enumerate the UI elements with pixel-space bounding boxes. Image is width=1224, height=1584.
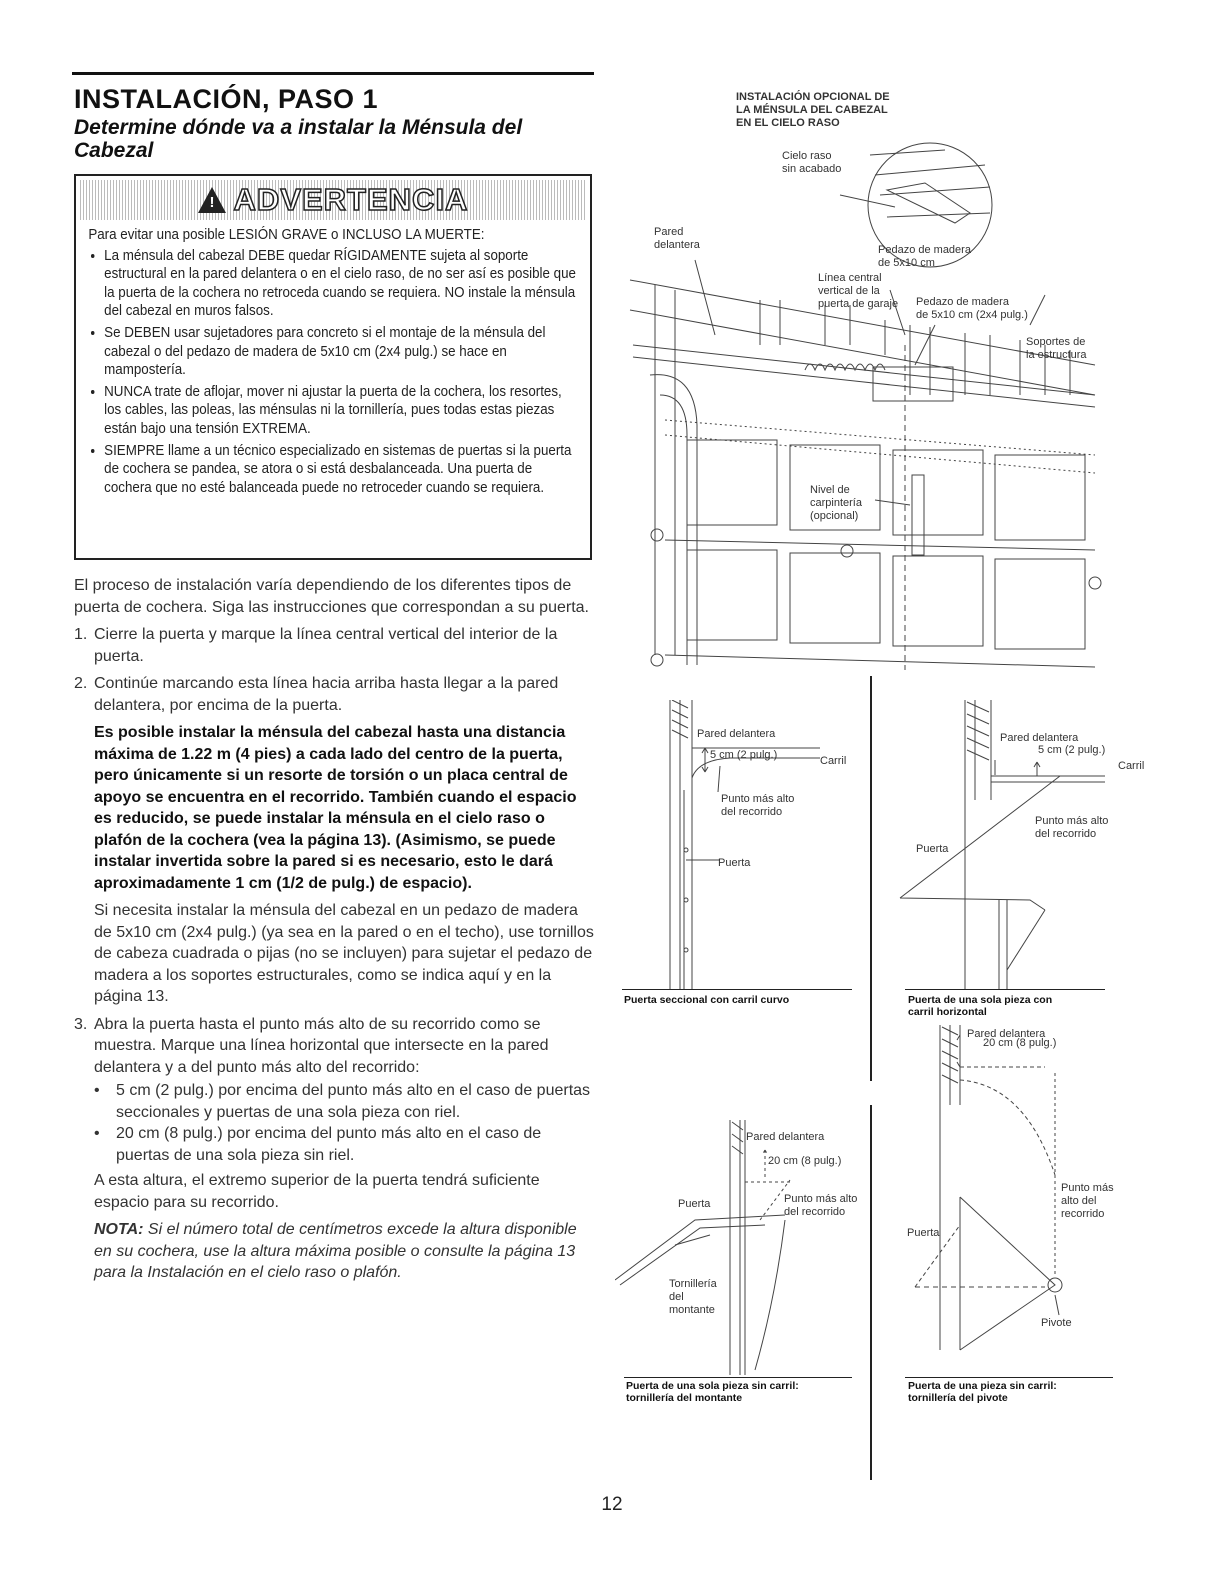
bullet-b: • 20 cm (8 pulg.) por encima del punto más alto en el caso de puertas de una sola pieza sin riel.	[94, 1125, 542, 1164]
bullet-a: • 5 cm (2 pulg.) por encima del punto más alto en el caso de puertas seccionales y puertas de una sola pieza con riel.	[94, 1082, 591, 1121]
label-nivel: Nivel de carpintería (opcional)	[810, 484, 862, 522]
warning-list	[88, 247, 581, 498]
fig2-carril: Carril	[1118, 760, 1145, 772]
page-subtitle: Determine dónde va a instalar la Ménsula del Cabezal	[74, 116, 523, 162]
fig3-dim: 20 cm (8 pulg.)	[768, 1155, 842, 1167]
page-number: 12	[601, 1494, 623, 1515]
step-2-extra: Si necesita instalar la ménsula del cabezal en un pedazo de madera de 5x10 cm (2x4 pulg.) (ya sea en la pared o en el techo), use tornillos de cabeza cuadrada o pijas (no se incluyen) para sujetar el pedazo de madera a los soportes estructurales, como se indica aquí y en la página 13.	[94, 902, 594, 1005]
fig2-pared: Pared delantera	[1000, 732, 1079, 744]
fig4-caption: Puerta de una pieza sin carril: tornillería del pivote	[908, 1380, 1057, 1404]
fig3-pared: Pared delantera	[746, 1131, 825, 1143]
step-3-extra: A esta altura, el extremo superior de la puerta tendrá suficiente espacio para su recorrido.	[94, 1172, 540, 1211]
warning-item: • La ménsula del cabezal DEBE quedar RÍGIDAMENTE sujeta al soporte estructural en la pared delantera o en el cielo raso, de no ser así es posible que la puerta de la cochera no retroceda cuando se requiera. NO instale la ménsula del cabezal en muros falsos.	[104, 247, 581, 321]
warning-item: • SIEMPRE llame a un técnico especializado en sistemas de puertas si la puerta de cochera se pandea, se atora o si está desbalanceada. Una puerta de cochera que no esté balanceada puede no retroceder cuando se requiera.	[104, 442, 581, 498]
warning-text	[76, 224, 592, 497]
fig3-punto: Punto más alto del recorrido	[784, 1193, 858, 1218]
fig-sectional-curved-track	[620, 700, 860, 1000]
fig3-torn: Tornillería del montante	[669, 1278, 717, 1316]
body-text	[74, 575, 594, 1290]
step-2: 2. Continúe marcando esta línea hacia arriba hasta llegar a la pared delantera, por encima de la puerta. Es posible instalar la ménsula del cabezal hasta una distancia máxima de 1.22 m (4 pies) a cada lado del centro de la puerta, pero únicamente si un resorte de torsión o un placa central de apoyo se encuentra en el recorrido. También cuando el espacio es reducido, se puede instalar la ménsula en el cielo raso o plafón de la cochera (vea la página 13). (Asimismo, se puede instalar invertida sobre la pared si es necesario, esto le dará aproximadamente 1 cm (1/2 de pulg.) de espacio). Si necesita instalar la ménsula del cabezal en un pedazo de madera de 5x10 cm (2x4 pulg.) (ya sea en la pared o en el techo), use tornillos de cabeza cuadrada o pijas (no se incluyen) para sujetar el pedazo de madera a los soportes estructurales, como se indica aquí y en la página 13.	[74, 673, 594, 1014]
fig2-punto: Punto más alto del recorrido	[1035, 815, 1109, 840]
step-2-note: Es posible instalar la ménsula del cabezal hasta una distancia máxima de 1.22 m (4 pies) a cada lado del centro de la puerta, pero únicamente si un resorte de torsión o un placa central de apoyo se encuentra en el recorrido. También cuando el espacio es reducido, se puede instalar la ménsula en el cielo raso o plafón de la cochera (vea la página 13). (Asimismo, se puede instalar invertida sobre la pared si es necesario, esto le dará aproximadamente 1 cm (1/2 de pulg.) de espacio).	[94, 724, 577, 892]
label-pared: Pared delantera	[654, 226, 700, 251]
warning-item: • NUNCA trate de aflojar, mover ni ajustar la puerta de la cochera, los resortes, los cables, las poleas, las ménsulas ni la tornillería, pues todas estas piezas están bajo una tensión EXTREMA.	[104, 383, 581, 439]
warning-intro: Para evitar una posible LESIÓN GRAVE o INCLUSO LA MUERTE:	[88, 226, 485, 243]
fig2-caption: Puerta de una sola pieza con carril horizontal	[908, 994, 1053, 1018]
label-linea-central: Línea central vertical de la puerta de garaje	[818, 272, 899, 310]
fig3-caption: Puerta de una sola pieza sin carril: tornillería del montante	[626, 1380, 799, 1404]
optional-install-title: INSTALACIÓN OPCIONAL DE LA MÉNSULA DEL CABEZAL EN EL CIELO RASO	[736, 91, 890, 129]
fig2-dim: 5 cm (2 pulg.)	[1038, 744, 1106, 756]
fig4-pivote: Pivote	[1041, 1317, 1072, 1329]
fig3-puerta: Puerta	[678, 1198, 711, 1210]
fig1-caption-rule	[622, 989, 852, 990]
label-pedazo-circle: Pedazo de madera de 5x10 cm	[878, 244, 971, 269]
page-title: INSTALACIÓN, PASO 1	[74, 84, 379, 114]
fig1-pared: Pared delantera	[697, 728, 776, 740]
note: NOTA: Si el número total de centímetros excede la altura disponible en su cochera, use la altura máxima posible o consulte la página 13 para la Instalación en el cielo raso o plafón.	[94, 1221, 577, 1281]
fig2-puerta: Puerta	[916, 843, 949, 855]
label-cielo: Cielo raso sin acabado	[782, 150, 842, 175]
warning-header	[80, 180, 586, 220]
fig1-punto: Punto más alto del recorrido	[721, 793, 795, 818]
warning-box	[74, 174, 592, 560]
label-pedazo: Pedazo de madera de 5x10 cm (2x4 pulg.)	[916, 296, 1028, 321]
fig1-carril: Carril	[820, 755, 847, 767]
fig1-caption: Puerta seccional con carril curvo	[624, 994, 790, 1006]
fig4-caption-rule	[905, 1377, 1113, 1378]
fig3-caption-rule	[624, 1377, 852, 1378]
fig1-puerta: Puerta	[718, 857, 751, 869]
fig2-caption-rule	[905, 989, 1105, 990]
fig1-dim: 5 cm (2 pulg.)	[710, 749, 778, 761]
label-soportes: Soportes de la estructura	[1026, 336, 1087, 361]
heading-rule	[72, 72, 594, 75]
step-3: 3. Abra la puerta hasta el punto más alto de su recorrido como se muestra. Marque una línea horizontal que intersecte en la pared delantera y a del punto más alto del recorrido: • 5 cm (2 pulg.) por encima del punto más alto en el caso de puertas seccionales y puertas de una sola pieza con riel. • 20 cm (8 pulg.) por encima del punto más alto en el caso de puertas de una sola pieza sin riel. A esta altura, el extremo superior de la puerta tendrá suficiente espacio para su recorrido. NOTA: Si el número total de centímetros excede la altura disponible en su cochera, use la altura máxima posible o consulte la página 13 para la Instalación en el cielo raso o plafón.	[74, 1014, 594, 1290]
figure-divider	[870, 1105, 872, 1480]
intro-paragraph: El proceso de instalación varía dependiendo de los diferentes tipos de puerta de cochera. Siga las instrucciones que correspondan a su puerta.	[74, 577, 589, 616]
fig4-dim: 20 cm (8 pulg.)	[983, 1037, 1057, 1049]
fig4-punto: Punto más alto del recorrido	[1061, 1182, 1114, 1220]
step-1: 1. Cierre la puerta y marque la línea central vertical del interior de la puerta.	[74, 626, 558, 665]
garage-interior-illustration	[625, 95, 1105, 675]
fig4-puerta: Puerta	[907, 1227, 940, 1239]
warning-triangle-icon: !	[198, 187, 226, 213]
figure-divider	[870, 676, 872, 1081]
fig4-pared: Pared delantera	[967, 1028, 1046, 1040]
warning-title: ADVERTENCIA	[233, 182, 469, 217]
warning-item: • Se DEBEN usar sujetadores para concreto si el montaje de la ménsula del cabezal o del pedazo de madera de 5x10 cm (2x4 pulg.) se hace en mampostería.	[104, 324, 581, 380]
